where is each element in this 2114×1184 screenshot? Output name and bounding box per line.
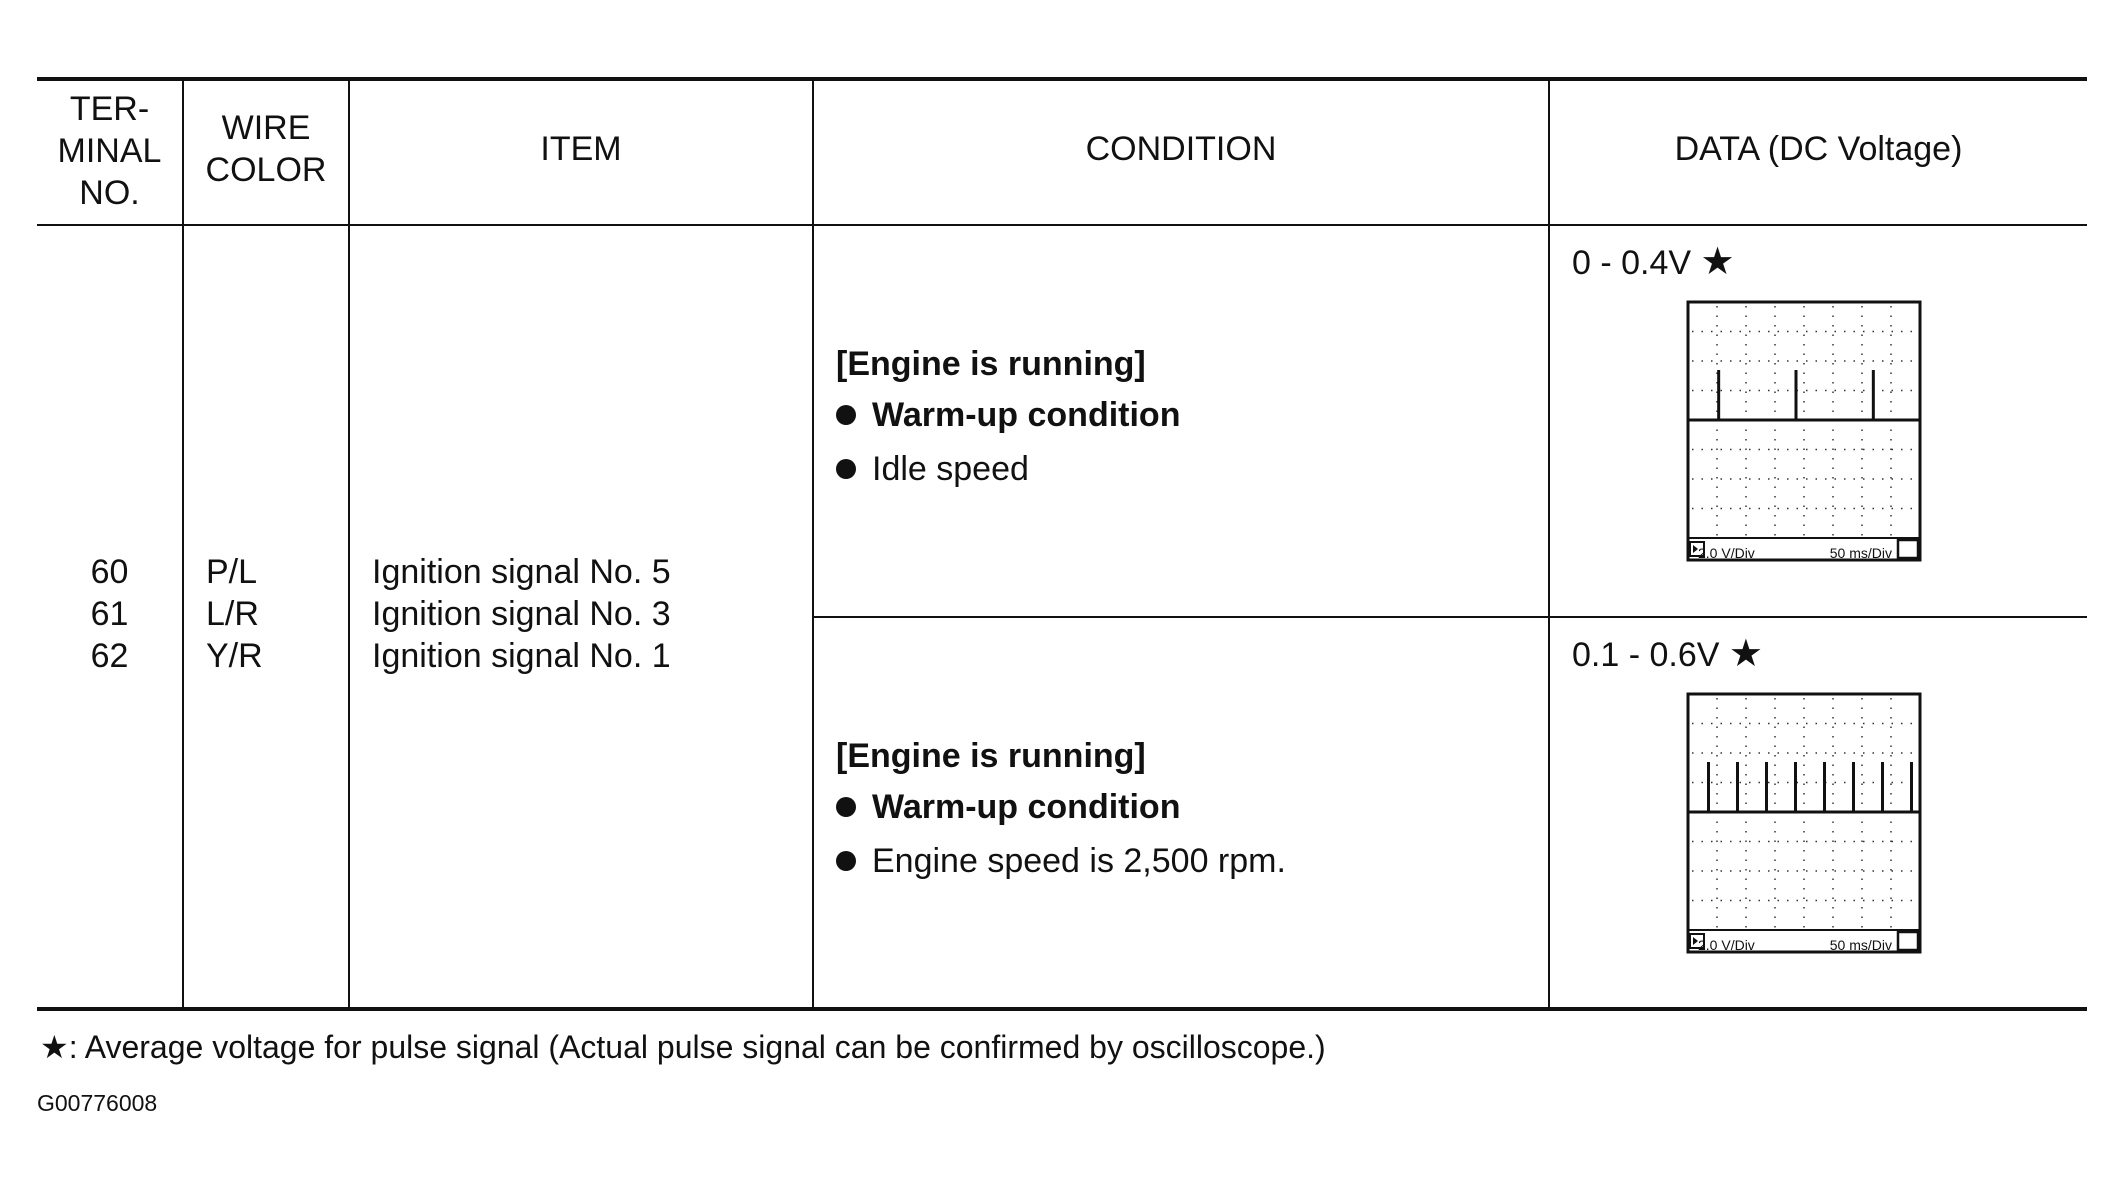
wire-color: Y/R <box>206 637 263 675</box>
condition-row-2 <box>836 732 1286 888</box>
terminal-no: 62 <box>90 637 129 675</box>
header-condition: CONDITION <box>1085 130 1277 168</box>
header-terminal-no: TER- MINAL NO. <box>57 90 162 212</box>
header-data: DATA (DC Voltage) <box>1674 130 1963 168</box>
oscilloscope-display-row-2 <box>1684 690 1924 956</box>
header-item: ITEM <box>540 130 622 168</box>
terminal-no: 61 <box>90 595 129 633</box>
bullet-dot-icon <box>836 851 856 871</box>
col-divider-4 <box>1548 81 1550 1007</box>
star-icon: ★ <box>40 1029 69 1065</box>
footnote: ★: Average voltage for pulse signal (Actual pulse signal can be confirmed by oscilloscope.) <box>40 1029 1326 1065</box>
col-divider-2 <box>348 81 350 1007</box>
condition-title: [Engine is running] <box>836 345 1146 383</box>
header-bottom-border <box>37 224 2087 226</box>
row-divider <box>812 616 2087 618</box>
table-top-border <box>37 77 2087 81</box>
oscilloscope-display-row-1 <box>1684 298 1924 564</box>
condition-title: [Engine is running] <box>836 737 1146 775</box>
figure-code: G00776008 <box>37 1090 158 1116</box>
bullet-dot-icon <box>836 797 856 817</box>
terminal-no: 60 <box>90 553 129 591</box>
wire-color: P/L <box>206 553 258 591</box>
condition-bullet: Warm-up condition <box>836 388 1180 442</box>
col-divider-3 <box>812 81 814 1007</box>
col-divider-1 <box>182 81 184 1007</box>
condition-bullet: Warm-up condition <box>836 780 1286 834</box>
header-wire-color: WIRE COLOR <box>205 109 327 189</box>
terminal-list <box>37 551 182 677</box>
scope-caption-row-2: 2.0 V/Div 50 ms/Div <box>1698 937 1892 953</box>
bullet-dot-icon <box>836 405 856 425</box>
bullet-dot-icon <box>836 459 856 479</box>
condition-row-1 <box>836 340 1180 496</box>
wire-color: L/R <box>206 595 259 633</box>
wire-color-list <box>206 551 263 677</box>
condition-bullet: Engine speed is 2,500 rpm. <box>836 834 1286 888</box>
data-value-row-2: 0.1 - 0.6V ★ <box>1572 633 1763 675</box>
data-value-row-1: 0 - 0.4V ★ <box>1572 241 1735 283</box>
item-text: Ignition signal No. 3 <box>372 595 671 633</box>
star-icon: ★ <box>1728 633 1763 675</box>
condition-bullet: Idle speed <box>836 442 1180 496</box>
item-list <box>372 551 671 677</box>
item-text: Ignition signal No. 1 <box>372 637 671 675</box>
scope-caption-row-1: 2.0 V/Div 50 ms/Div <box>1698 545 1892 561</box>
item-text: Ignition signal No. 5 <box>372 553 671 591</box>
table-bottom-border <box>37 1007 2087 1011</box>
star-icon: ★ <box>1700 241 1735 283</box>
